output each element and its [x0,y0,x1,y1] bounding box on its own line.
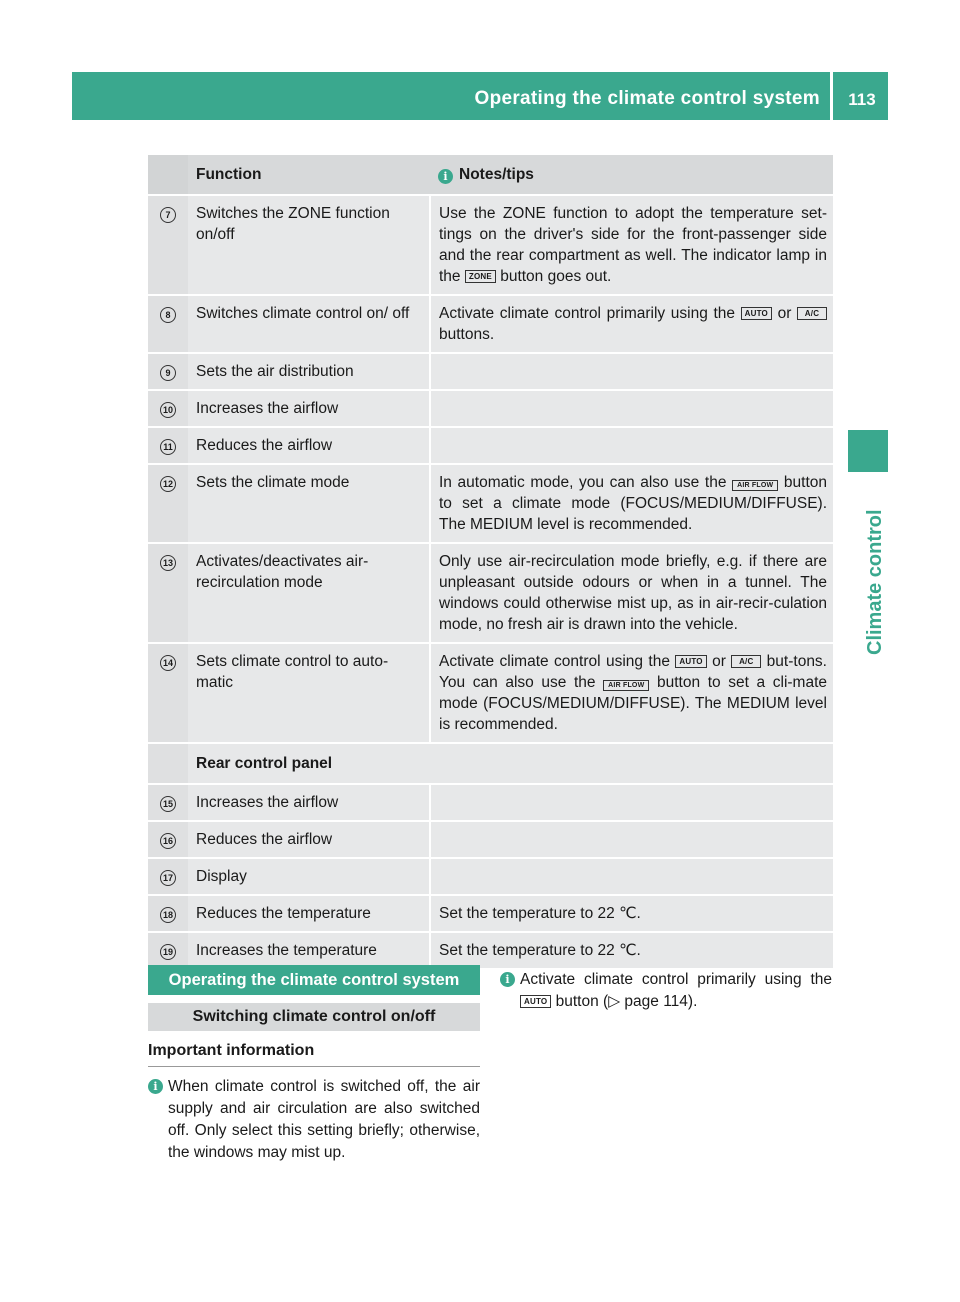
callout-number: 7 [160,207,176,223]
table-row [148,353,833,390]
function-cell: Activates/deactivates air-recirculation mode [188,543,430,643]
section-title: Rear control panel [188,743,833,784]
callout-number: 11 [160,439,176,455]
function-cell: Switches the ZONE function on/off [188,195,430,295]
function-cell: Increases the airflow [188,784,430,821]
notes-cell: Use the ZONE function to adopt the temperature set-tings on the driver's side for the front-passenger side and the rear compartment as well. The indicator lamp in the ZONE button goes out. [430,195,833,295]
info-icon: i [500,972,515,987]
callout-number: 18 [160,907,176,923]
notes-cell: In automatic mode, you can also use the AIR FLOW button to set a climate mode (FOCUS/MEDIUM/DIFFUSE). The MEDIUM level is recommended. [430,464,833,543]
callout-number: 19 [160,944,176,960]
notes-cell: Activate climate control using the AUTO or A/C but-tons. You can also use the AIR FLOW button to set a cli-mate mode (FOCUS/MEDIUM/DIFFUSE). The MEDIUM level is recommended. [430,643,833,743]
callout-number: 9 [160,365,176,381]
airflow-button-icon: AIR FLOW [603,680,649,691]
ac-button-icon: A/C [731,655,761,668]
table-row [148,895,833,932]
page-number: 113 [848,90,876,109]
notes-cell: Only use air-recirculation mode briefly, e.g. if there are unpleasant outside odours or when in a tunnel. The windows could otherwise mist up, as in air-recir-culation mode, no fresh air is drawn into the vehicle. [430,543,833,643]
ac-button-icon: A/C [797,307,827,320]
zone-button-icon: ZONE [465,270,496,283]
callout-number: 8 [160,307,176,323]
side-marker [848,430,888,472]
callout-number: 13 [160,555,176,571]
info-icon: i [148,1079,163,1094]
function-cell: Reduces the airflow [188,821,430,858]
table-row [148,543,833,643]
callout-number: 17 [160,870,176,886]
function-cell: Reduces the temperature [188,895,430,932]
notes-cell [430,353,833,390]
function-cell: Sets climate control to auto-matic [188,643,430,743]
table-row [148,784,833,821]
info-icon: i [438,169,453,184]
info-note-right: i Activate climate control primarily using the AUTO button (▷ page 114). [500,969,832,1013]
chapter-tab: Climate control [864,509,886,655]
notes-cell [430,390,833,427]
header-function: Function [188,155,430,195]
function-cell: Increases the temperature [188,932,430,969]
table-row [148,932,833,969]
notes-cell: Set the temperature to 22 ℃. [430,932,833,969]
function-table [148,155,833,970]
notes-cell [430,784,833,821]
function-cell: Switches climate control on/ off [188,295,430,353]
header-blank [148,155,188,195]
auto-button-icon: AUTO [675,655,706,668]
notes-cell [430,821,833,858]
function-cell: Sets the air distribution [188,353,430,390]
page-reference: button (▷ page 114). [551,993,698,1010]
header-notes-label: Notes/tips [459,166,534,183]
table-row [148,821,833,858]
function-cell: Sets the climate mode [188,464,430,543]
auto-button-icon: AUTO [741,307,772,320]
callout-number: 12 [160,476,176,492]
table-row [148,195,833,295]
function-cell: Reduces the airflow [188,427,430,464]
table-header [148,155,833,195]
table-row [148,464,833,543]
notes-cell [430,427,833,464]
info-note-left: i When climate control is switched off, the air supply and air circulation are also switched off. Only select this setting briefly; otherwise, the windows may mist up. [148,1076,480,1164]
header-notes [430,155,833,195]
notes-cell: Activate climate control primarily using the AUTO or A/C buttons. [430,295,833,353]
airflow-button-icon: AIR FLOW [732,480,778,491]
important-heading: Important information [148,1042,480,1067]
notes-cell: Set the temperature to 22 ℃. [430,895,833,932]
table-row [148,643,833,743]
callout-number: 14 [160,655,176,671]
auto-button-icon: AUTO [520,995,551,1008]
notes-cell [430,858,833,895]
function-cell: Display [188,858,430,895]
table-section-row [148,743,833,784]
table-row [148,858,833,895]
page-title: Operating the climate control system [474,88,820,109]
header-divider [830,72,833,120]
table-row [148,295,833,353]
table-row [148,390,833,427]
callout-number: 15 [160,796,176,812]
section-heading: Operating the climate control system [148,965,480,995]
subsection-heading: Switching climate control on/off [148,1003,480,1031]
function-cell: Increases the airflow [188,390,430,427]
table-row [148,427,833,464]
callout-number: 10 [160,402,176,418]
callout-number: 16 [160,833,176,849]
